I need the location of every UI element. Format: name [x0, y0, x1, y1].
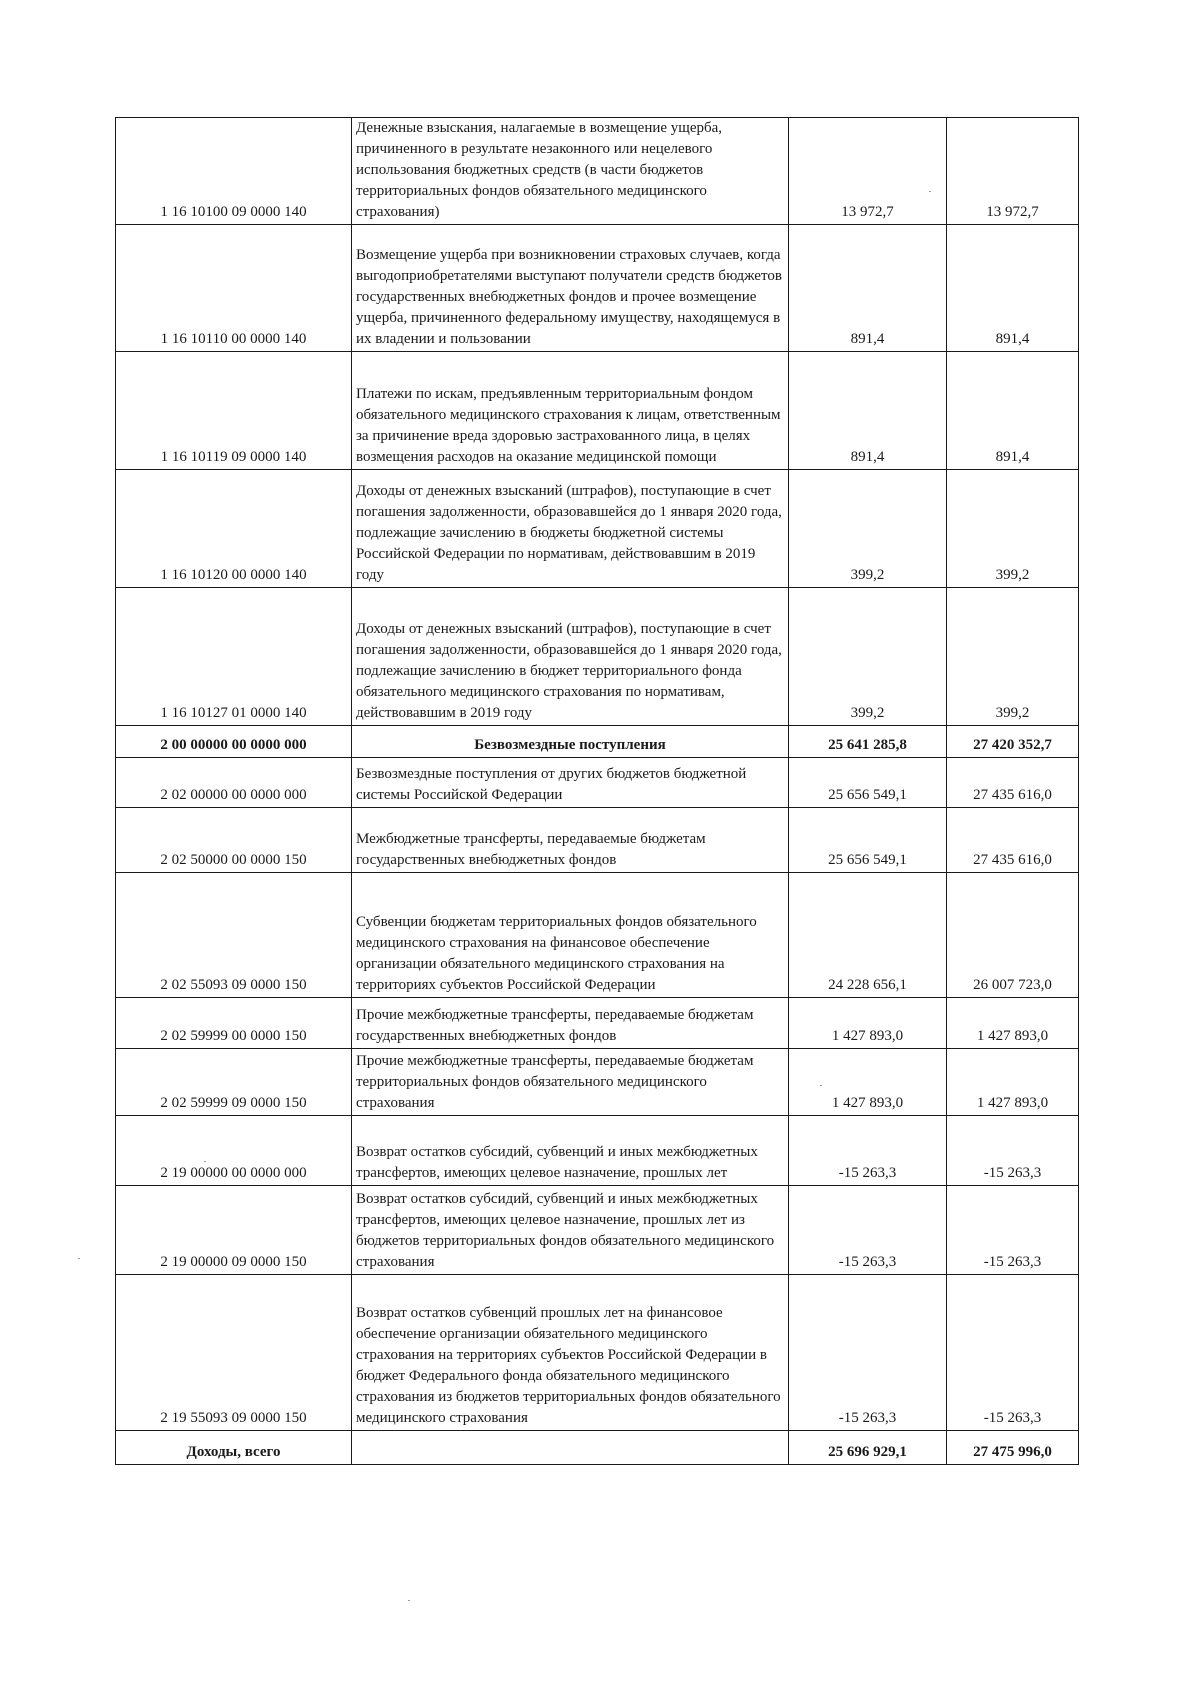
- scan-speck: [929, 191, 931, 192]
- scan-speck: [820, 1085, 822, 1086]
- budget-code: 2 02 50000 00 0000 150: [116, 808, 352, 873]
- revenue-name: Прочие межбюджетные трансферты, передаваемые бюджетам государственных внебюджетных фондов: [352, 998, 789, 1049]
- table-row: [116, 352, 1079, 470]
- table-row: [116, 873, 1079, 998]
- value-col-1: 25 656 549,1: [789, 808, 947, 873]
- table-row: [116, 726, 1079, 758]
- value-col-1: 25 641 285,8: [789, 726, 947, 758]
- scan-speck: [78, 1258, 80, 1259]
- value-col-2: -15 263,3: [947, 1275, 1079, 1431]
- budget-code: 1 16 10110 00 0000 140: [116, 225, 352, 352]
- revenue-name: Возврат остатков субвенций прошлых лет на финансовое обеспечение организации обязательного медицинского страхования на территориях субъектов Российской Федерации в бюджет Федерального фонда обязательного медицинского страхования из бюджетов территориальных фондов обязательного медицинского страхования: [352, 1275, 789, 1431]
- total-value-col-2: 27 475 996,0: [947, 1431, 1079, 1465]
- value-col-1: 399,2: [789, 470, 947, 588]
- revenue-name: Денежные взыскания, налагаемые в возмещение ущерба, причиненного в результате незаконного или нецелевого использования бюджетных средств (в части бюджетов территориальных фондов обязательного медицинского страхования): [352, 118, 789, 225]
- value-col-2: 891,4: [947, 225, 1079, 352]
- value-col-2: 1 427 893,0: [947, 1049, 1079, 1116]
- revenue-name: Безвозмездные поступления от других бюджетов бюджетной системы Российской Федерации: [352, 758, 789, 808]
- budget-code: 2 19 00000 09 0000 150: [116, 1186, 352, 1275]
- value-col-2: 399,2: [947, 470, 1079, 588]
- table-row: [116, 758, 1079, 808]
- budget-code: 1 16 10119 09 0000 140: [116, 352, 352, 470]
- value-col-2: 13 972,7: [947, 118, 1079, 225]
- table-row: [116, 1116, 1079, 1186]
- budget-code: 1 16 10100 09 0000 140: [116, 118, 352, 225]
- budget-code: 1 16 10127 01 0000 140: [116, 588, 352, 726]
- revenue-name: Прочие межбюджетные трансферты, передаваемые бюджетам территориальных фондов обязательного медицинского страхования: [352, 1049, 789, 1116]
- total-value-col-1: 25 696 929,1: [789, 1431, 947, 1465]
- budget-code: 2 02 59999 00 0000 150: [116, 998, 352, 1049]
- budget-code: 2 00 00000 00 0000 000: [116, 726, 352, 758]
- value-col-1: 399,2: [789, 588, 947, 726]
- revenue-name: Платежи по искам, предъявленным территориальным фондом обязательного медицинского страхования к лицам, ответственным за причинение вреда здоровью застрахованного лица, в целях возмещения расходов на оказание медицинской помощи: [352, 352, 789, 470]
- table-row: [116, 118, 1079, 225]
- value-col-2: 891,4: [947, 352, 1079, 470]
- budget-code: 2 02 00000 00 0000 000: [116, 758, 352, 808]
- table-row: [116, 1186, 1079, 1275]
- revenue-name: Возврат остатков субсидий, субвенций и иных межбюджетных трансфертов, имеющих целевое назначение, прошлых лет из бюджетов территориальных фондов обязательного медицинского страхования: [352, 1186, 789, 1275]
- value-col-1: 891,4: [789, 352, 947, 470]
- scan-speck: [408, 1600, 410, 1601]
- total-label: Доходы, всего: [116, 1431, 352, 1465]
- value-col-1: 1 427 893,0: [789, 998, 947, 1049]
- revenue-name: Возврат остатков субсидий, субвенций и иных межбюджетных трансфертов, имеющих целевое назначение, прошлых лет: [352, 1116, 789, 1186]
- value-col-2: -15 263,3: [947, 1186, 1079, 1275]
- value-col-1: 24 228 656,1: [789, 873, 947, 998]
- table-row: [116, 1049, 1079, 1116]
- value-col-1: 13 972,7: [789, 118, 947, 225]
- value-col-1: -15 263,3: [789, 1275, 947, 1431]
- revenue-table: [115, 117, 1079, 1465]
- scan-speck: [204, 1161, 206, 1162]
- value-col-2: 27 420 352,7: [947, 726, 1079, 758]
- budget-code: 2 19 55093 09 0000 150: [116, 1275, 352, 1431]
- value-col-2: 27 435 616,0: [947, 758, 1079, 808]
- budget-code: 1 16 10120 00 0000 140: [116, 470, 352, 588]
- revenue-name: Доходы от денежных взысканий (штрафов), поступающие в счет погашения задолженности, образовавшейся до 1 января 2020 года, подлежащие зачислению в бюджеты бюджетной системы Российской Федерации по нормативам, действовавшим в 2019 году: [352, 470, 789, 588]
- value-col-2: 26 007 723,0: [947, 873, 1079, 998]
- value-col-2: 399,2: [947, 588, 1079, 726]
- value-col-2: 1 427 893,0: [947, 998, 1079, 1049]
- revenue-name: Безвозмездные поступления: [352, 726, 789, 758]
- value-col-2: 27 435 616,0: [947, 808, 1079, 873]
- table-row: [116, 470, 1079, 588]
- revenue-name: Межбюджетные трансферты, передаваемые бюджетам государственных внебюджетных фондов: [352, 808, 789, 873]
- value-col-2: -15 263,3: [947, 1116, 1079, 1186]
- value-col-1: 891,4: [789, 225, 947, 352]
- table-row: [116, 588, 1079, 726]
- budget-code: 2 02 55093 09 0000 150: [116, 873, 352, 998]
- revenue-name: [352, 1431, 789, 1465]
- table-row: [116, 1275, 1079, 1431]
- table-row: [116, 225, 1079, 352]
- value-col-1: 1 427 893,0: [789, 1049, 947, 1116]
- revenue-name: Доходы от денежных взысканий (штрафов), поступающие в счет погашения задолженности, образовавшейся до 1 января 2020 года, подлежащие зачислению в бюджет территориального фонда обязательного медицинского страхования по нормативам, действовавшим в 2019 году: [352, 588, 789, 726]
- table-row: [116, 808, 1079, 873]
- value-col-1: 25 656 549,1: [789, 758, 947, 808]
- revenue-name: Субвенции бюджетам территориальных фондов обязательного медицинского страхования на финансовое обеспечение организации обязательного медицинского страхования на территориях субъектов Российской Федерации: [352, 873, 789, 998]
- table-row-total: [116, 1431, 1079, 1465]
- budget-code: 2 19 00000 00 0000 000: [116, 1116, 352, 1186]
- value-col-1: -15 263,3: [789, 1186, 947, 1275]
- table-row: [116, 998, 1079, 1049]
- value-col-1: -15 263,3: [789, 1116, 947, 1186]
- budget-code: 2 02 59999 09 0000 150: [116, 1049, 352, 1116]
- revenue-name: Возмещение ущерба при возникновении страховых случаев, когда выгодоприобретателями выступают получатели средств бюджетов государственных внебюджетных фондов и прочее возмещение ущерба, причиненного федеральному имуществу, находящемуся в их владении и пользовании: [352, 225, 789, 352]
